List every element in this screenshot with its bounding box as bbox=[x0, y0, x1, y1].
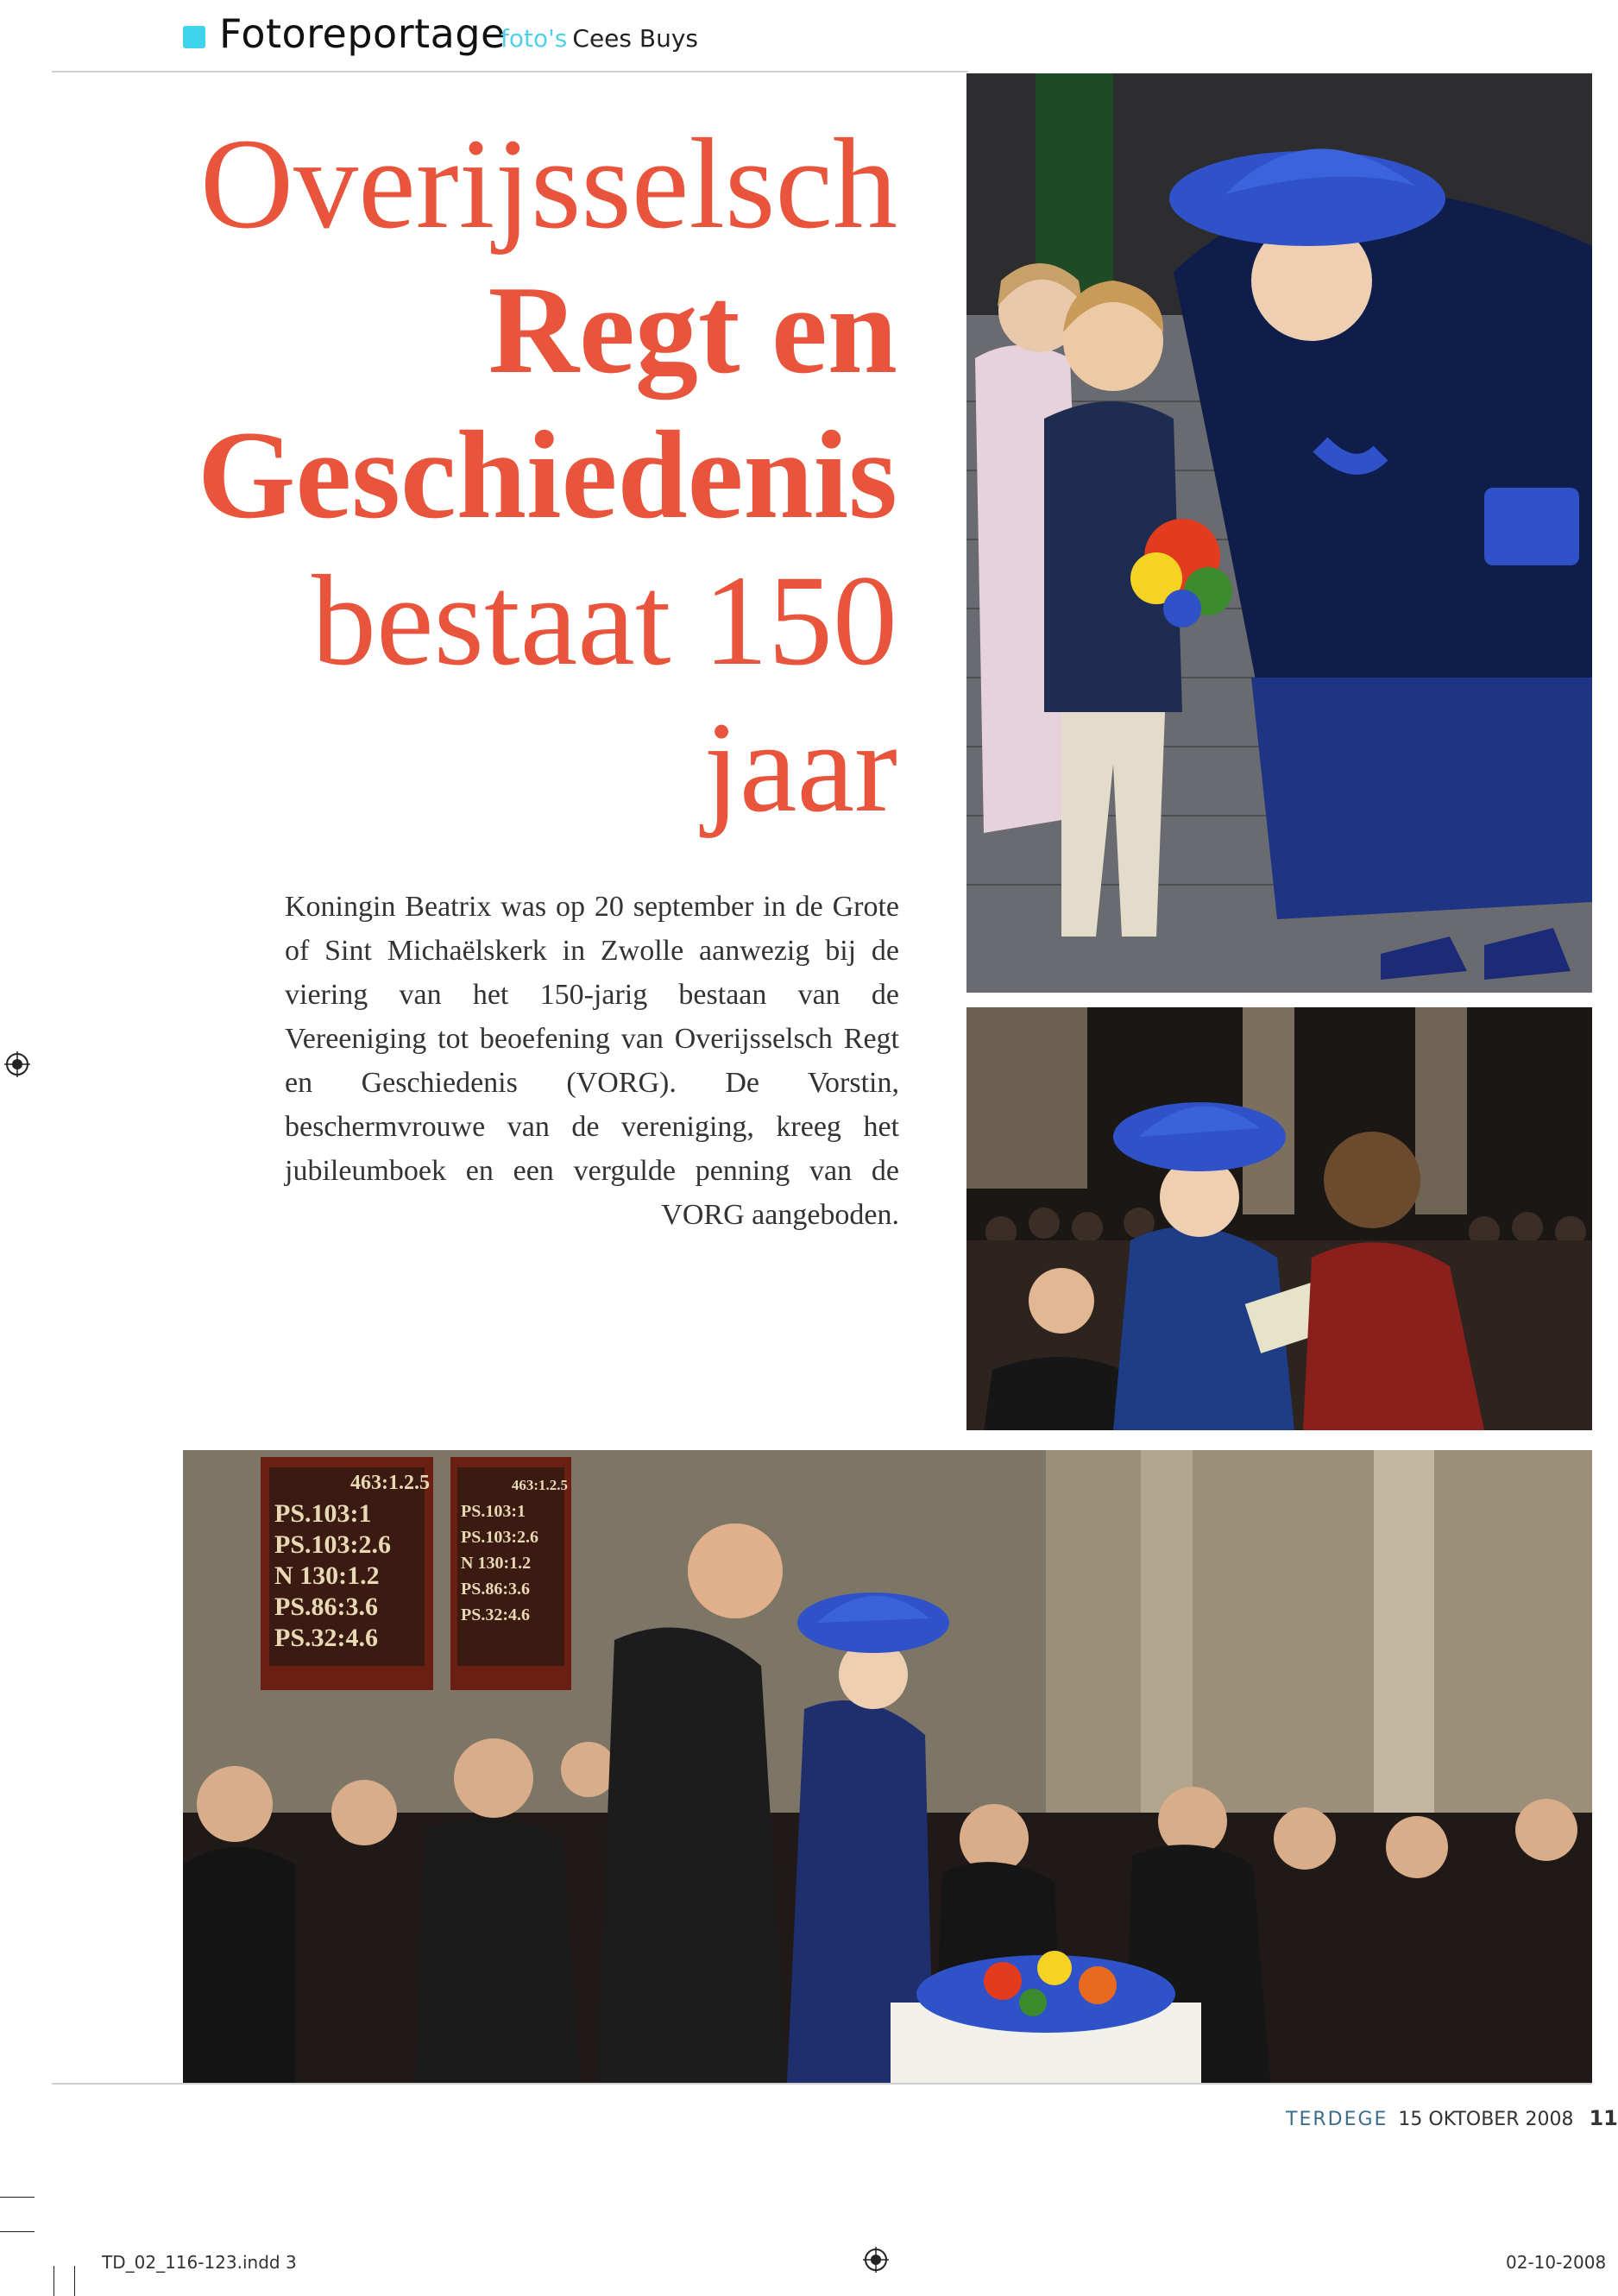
print-slug-filename: TD_02_116-123.indd 3 bbox=[102, 2252, 297, 2273]
bottom-divider bbox=[52, 2083, 1592, 2085]
hymn-board-left-line: PS.103:1 bbox=[274, 1499, 372, 1528]
section-marker-icon bbox=[183, 26, 205, 48]
section-title: Fotoreportage bbox=[219, 10, 506, 57]
hymn-board-left-line: PS.103:2.6 bbox=[274, 1530, 391, 1559]
headline-line-1: Overijsselsch bbox=[199, 112, 897, 255]
headline-line-5: jaar bbox=[703, 696, 897, 839]
page-footer bbox=[1286, 2106, 1618, 2130]
hymn-board-right bbox=[457, 1473, 568, 1666]
hymn-board-right-line: PS.103:2.6 bbox=[461, 1528, 538, 1547]
print-slug-date: 02-10-2008 bbox=[1506, 2252, 1607, 2273]
hymn-board-right-line: PS.86:3.6 bbox=[461, 1580, 530, 1599]
photo-queen-receives-book bbox=[966, 1007, 1592, 1430]
photo-church-ceremony bbox=[183, 1450, 1592, 2083]
photo-queen-receives-flowers bbox=[966, 73, 1592, 993]
magazine-name: TERDEGE bbox=[1286, 2109, 1388, 2130]
article-headline bbox=[129, 110, 897, 841]
hymn-board-right-line: 463:1.2.5 bbox=[511, 1477, 568, 1493]
crop-mark bbox=[0, 2231, 35, 2232]
headline-line-2: Regt en bbox=[488, 260, 897, 400]
hymn-board-right-line: N 130:1.2 bbox=[461, 1554, 532, 1573]
headline-line-4: bestaat 150 bbox=[312, 549, 897, 692]
hymn-board-left-line: PS.86:3.6 bbox=[274, 1593, 378, 1621]
crop-mark bbox=[0, 2197, 35, 2198]
crop-mark bbox=[74, 2266, 75, 2296]
photo-credit-label: foto's bbox=[501, 24, 568, 53]
hymn-board-left bbox=[269, 1467, 430, 1666]
registration-mark-icon bbox=[863, 2247, 889, 2273]
hymn-board-right-line: PS.103:1 bbox=[461, 1502, 526, 1521]
hymn-board-left-line: N 130:1.2 bbox=[274, 1561, 380, 1590]
photo-credit bbox=[501, 24, 698, 53]
top-divider bbox=[52, 71, 968, 73]
intro-paragraph: Koningin Beatrix was op 20 september in de Grote of Sint Michaëlskerk in Zwolle aanwezig bij de viering van het 150-jarig bestaan van de Vereeniging tot beoefening van Overijsselsch Regt en Geschiedenis (VORG). De Vorstin, beschermvrouwe van de vereniging, kreeg het jubileumboek en een vergulde penning van de VORG aangeboden. bbox=[285, 891, 899, 1231]
hymn-board-right-line: PS.32:4.6 bbox=[461, 1605, 530, 1624]
registration-mark-icon bbox=[4, 1051, 30, 1077]
issue-date: 15 OKTOBER 2008 bbox=[1398, 2109, 1574, 2130]
page-number: 11 bbox=[1589, 2106, 1618, 2130]
hymn-board-left-line: 463:1.2.5 bbox=[350, 1472, 430, 1494]
headline-line-3: Geschiedenis bbox=[197, 405, 897, 545]
photographer-name: Cees Buys bbox=[572, 24, 698, 53]
hymn-board-left-line: PS.32:4.6 bbox=[274, 1624, 378, 1652]
